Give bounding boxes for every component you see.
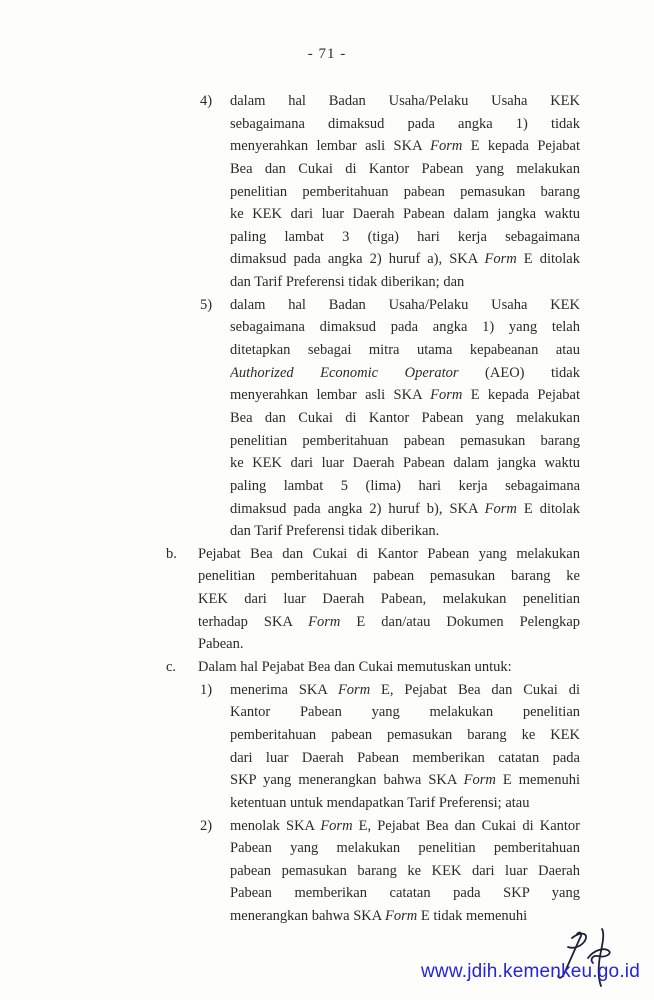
- item-marker: c.: [166, 659, 177, 676]
- text-line: paling lambat 5 (lima) hari kerja sebagaimana: [230, 477, 580, 494]
- text-line: Bea dan Cukai di Kantor Pabean yang melakukan: [230, 160, 580, 177]
- list-item: [0, 679, 580, 815]
- item-marker: 1): [200, 681, 213, 698]
- text-line: paling lambat 3 (tiga) hari kerja sebagaimana: [230, 228, 580, 245]
- text-line: penelitian pemberitahuan pabean pemasukan barang: [230, 432, 580, 449]
- text-line: Pabean.: [198, 636, 244, 653]
- text-line: menolak SKA Form E, Pejabat Bea dan Cukai di Kantor: [230, 817, 580, 834]
- item-marker: 5): [200, 296, 213, 313]
- text-line: dalam hal Badan Usaha/Pelaku Usaha KEK: [230, 93, 580, 109]
- page-number: - 71 -: [307, 46, 347, 62]
- text-line: dimaksud pada angka 2) huruf a), SKA Form E ditolak: [230, 251, 580, 268]
- text-line: Pabean yang melakukan penelitian pemberitahuan: [230, 840, 580, 857]
- text-line: Authorized Economic Operator (AEO) tidak: [230, 364, 580, 381]
- list-item: [0, 294, 580, 543]
- text-line: ke KEK dari luar Daerah Pabean dalam jangka waktu: [230, 455, 580, 472]
- text-line: menyerahkan lembar asli SKA Form E kepada Pejabat: [230, 387, 580, 404]
- list-item: [0, 90, 580, 294]
- text-line: pemberitahuan pabean pemasukan barang ke KEK: [230, 726, 580, 743]
- item-marker: 2): [200, 817, 213, 834]
- text-line: menerangkan bahwa SKA Form E tidak memenuhi: [230, 908, 528, 925]
- jdih-watermark-link: www.jdih.kemenkeu.go.id: [421, 961, 640, 982]
- text-line: Pabean memberikan catatan pada SKP yang: [230, 885, 580, 902]
- text-line: penelitian pemberitahuan pabean pemasukan barang ke: [198, 568, 580, 585]
- text-line: terhadap SKA Form E dan/atau Dokumen Pelengkap: [198, 613, 580, 630]
- text-line: penelitian pemberitahuan pabean pemasukan barang: [230, 183, 580, 200]
- text-line: dan Tarif Preferensi tidak diberikan.: [230, 523, 440, 540]
- text-line: Kantor Pabean yang melakukan penelitian: [230, 704, 580, 721]
- text-line: Dalam hal Pejabat Bea dan Cukai memutuskan untuk:: [198, 659, 512, 676]
- text-line: KEK dari luar Daerah Pabean, melakukan penelitian: [198, 591, 580, 608]
- text-line: dan Tarif Preferensi tidak diberikan; dan: [230, 274, 465, 291]
- text-line: Pejabat Bea dan Cukai di Kantor Pabean yang melakukan: [198, 545, 580, 562]
- list-item: [0, 656, 580, 679]
- item-marker: 4): [200, 93, 213, 109]
- text-line: menerima SKA Form E, Pejabat Bea dan Cukai di: [230, 681, 580, 698]
- signature-paraph-icon: [540, 922, 620, 994]
- text-line: dimaksud pada angka 2) huruf b), SKA Form E ditolak: [230, 500, 580, 517]
- item-marker: b.: [166, 545, 177, 562]
- text-line: dari luar Daerah Pabean memberikan catatan pada: [230, 749, 580, 766]
- text-line: pabean pemasukan barang ke KEK dari luar Daerah: [230, 862, 580, 879]
- list-item: [0, 543, 580, 656]
- list-item: [0, 815, 580, 928]
- text-line: sebagaimana dimaksud pada angka 1) yang telah: [230, 319, 580, 336]
- text-line: SKP yang menerangkan bahwa SKA Form E memenuhi: [230, 772, 580, 789]
- text-line: Bea dan Cukai di Kantor Pabean yang melakukan: [230, 409, 580, 426]
- text-line: ditetapkan sebagai mitra utama kepabeanan atau: [230, 342, 580, 359]
- text-line: dalam hal Badan Usaha/Pelaku Usaha KEK: [230, 296, 580, 313]
- document-body: [0, 90, 580, 928]
- text-line: sebagaimana dimaksud pada angka 1) tidak: [230, 115, 580, 132]
- text-line: ke KEK dari luar Daerah Pabean dalam jangka waktu: [230, 206, 580, 223]
- text-line: menyerahkan lembar asli SKA Form E kepada Pejabat: [230, 138, 580, 155]
- text-line: ketentuan untuk mendapatkan Tarif Preferensi; atau: [230, 794, 530, 811]
